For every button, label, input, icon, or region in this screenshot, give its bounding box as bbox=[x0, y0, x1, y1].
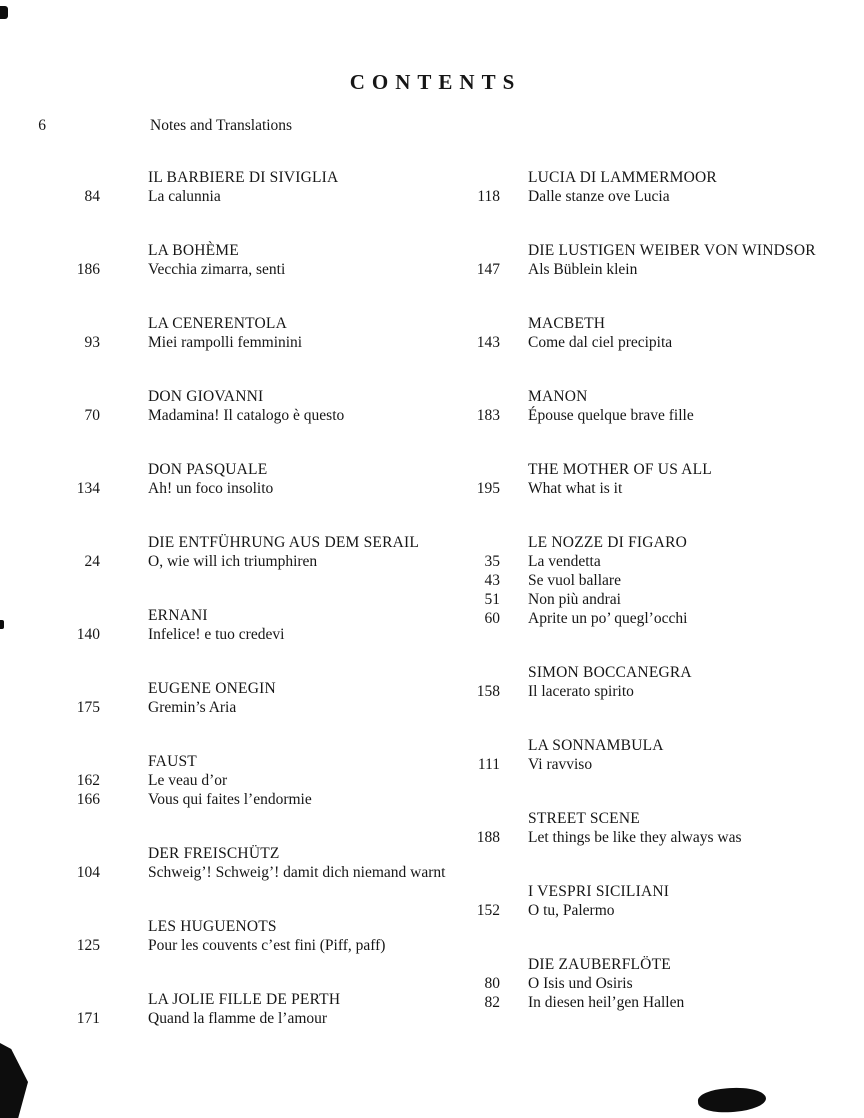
aria-entry bbox=[430, 755, 850, 774]
aria-title: In diesen heil’gen Hallen bbox=[528, 994, 685, 1011]
right-column bbox=[430, 168, 850, 1047]
opera-group bbox=[430, 241, 850, 279]
opera-title: MANON bbox=[528, 388, 588, 405]
opera-title: LA JOLIE FILLE DE PERTH bbox=[148, 991, 341, 1008]
page-number: 111 bbox=[477, 756, 500, 773]
aria-title: Ah! un foco insolito bbox=[148, 480, 274, 497]
page-number: 51 bbox=[484, 591, 500, 608]
aria-title: Quand la flamme de l’amour bbox=[148, 1010, 328, 1027]
page-number: 143 bbox=[476, 334, 500, 351]
page-number: 166 bbox=[76, 791, 100, 808]
aria-title: Il lacerato spirito bbox=[528, 683, 634, 700]
page-number: 104 bbox=[76, 864, 100, 881]
aria-entry bbox=[430, 901, 850, 920]
page-number: 70 bbox=[84, 407, 100, 424]
aria-title: Vi ravviso bbox=[528, 756, 593, 773]
aria-entry bbox=[430, 590, 850, 609]
opera-title: LUCIA DI LAMMERMOOR bbox=[528, 169, 717, 186]
aria-title: La vendetta bbox=[528, 553, 601, 570]
aria-title: La calunnia bbox=[148, 188, 221, 205]
page-number: 186 bbox=[76, 261, 100, 278]
opera-title: LA SONNAMBULA bbox=[528, 737, 664, 754]
aria-entry bbox=[430, 828, 850, 847]
aria-entry bbox=[430, 974, 850, 993]
page-number: 188 bbox=[476, 829, 500, 846]
opera-title: FAUST bbox=[148, 753, 197, 770]
entry-title: Notes and Translations bbox=[150, 117, 293, 134]
opera-title: THE MOTHER OF US ALL bbox=[528, 461, 712, 478]
opera-title: DON PASQUALE bbox=[148, 461, 268, 478]
aria-entry bbox=[430, 552, 850, 571]
opera-title: LES HUGUENOTS bbox=[148, 918, 277, 935]
opera-title: ERNANI bbox=[148, 607, 208, 624]
aria-title: O Isis und Osiris bbox=[528, 975, 633, 992]
aria-title: Épouse quelque brave fille bbox=[528, 407, 694, 424]
page-number: 140 bbox=[76, 626, 100, 643]
aria-entry bbox=[430, 406, 850, 425]
opera-title: I VESPRI SICILIANI bbox=[528, 883, 670, 900]
scan-artifact-left-mid bbox=[0, 620, 4, 629]
aria-title: Schweig’! Schweig’! damit dich niemand warnt bbox=[148, 864, 446, 881]
opera-group bbox=[430, 809, 850, 847]
opera-group bbox=[430, 387, 850, 425]
aria-entry bbox=[430, 682, 850, 701]
scan-artifact-bottom-left bbox=[0, 1043, 28, 1118]
opera-title: DIE ENTFÜHRUNG AUS DEM SERAIL bbox=[148, 534, 420, 551]
opera-title: DIE ZAUBERFLÖTE bbox=[528, 956, 671, 973]
page-number: 93 bbox=[84, 334, 100, 351]
aria-title: Aprite un po’ quegl’occhi bbox=[528, 610, 688, 627]
page-number: 80 bbox=[484, 975, 500, 992]
opera-title: STREET SCENE bbox=[528, 810, 640, 827]
page-number: 125 bbox=[76, 937, 100, 954]
intro-entry bbox=[30, 116, 292, 135]
scan-artifact-top-left bbox=[0, 6, 8, 19]
aria-title: O, wie will ich triumphiren bbox=[148, 553, 318, 570]
opera-title: LE NOZZE DI FIGARO bbox=[528, 534, 688, 551]
page-number: 183 bbox=[476, 407, 500, 424]
page-number: 82 bbox=[484, 994, 500, 1011]
scan-artifact-bottom-right bbox=[697, 1086, 767, 1115]
opera-title: MACBETH bbox=[528, 315, 606, 332]
opera-title: IL BARBIERE DI SIVIGLIA bbox=[148, 169, 339, 186]
aria-title: Dalle stanze ove Lucia bbox=[528, 188, 670, 205]
aria-entry bbox=[430, 333, 850, 352]
aria-entry bbox=[430, 187, 850, 206]
page-number: 24 bbox=[84, 553, 100, 570]
aria-entry bbox=[430, 993, 850, 1012]
aria-title: Gremin’s Aria bbox=[148, 699, 237, 716]
aria-entry bbox=[430, 260, 850, 279]
page-number: 118 bbox=[477, 188, 500, 205]
aria-entry bbox=[430, 571, 850, 590]
opera-group bbox=[430, 882, 850, 920]
aria-title: Als Büblein klein bbox=[528, 261, 638, 278]
page-number: 175 bbox=[76, 699, 100, 716]
opera-group bbox=[430, 663, 850, 701]
opera-title: EUGENE ONEGIN bbox=[148, 680, 276, 697]
opera-group bbox=[430, 955, 850, 1012]
aria-title: Non più andrai bbox=[528, 591, 621, 608]
aria-title: O tu, Palermo bbox=[528, 902, 615, 919]
opera-group bbox=[430, 533, 850, 628]
page-number: 60 bbox=[484, 610, 500, 627]
aria-title: Le veau d’or bbox=[148, 772, 228, 789]
opera-title: DER FREISCHÜTZ bbox=[148, 845, 280, 862]
page-number: 134 bbox=[76, 480, 100, 497]
aria-title: Infelice! e tuo credevi bbox=[148, 626, 285, 643]
aria-title: Vous qui faites l’endormie bbox=[148, 791, 312, 808]
aria-title: Miei rampolli femminini bbox=[148, 334, 303, 351]
opera-group bbox=[430, 460, 850, 498]
page-number: 147 bbox=[476, 261, 500, 278]
aria-title: Let things be like they always was bbox=[528, 829, 742, 846]
aria-title: Vecchia zimarra, senti bbox=[148, 261, 286, 278]
page-number: 195 bbox=[476, 480, 500, 497]
page-number: 152 bbox=[476, 902, 500, 919]
opera-title: DIE LUSTIGEN WEIBER VON WINDSOR bbox=[528, 242, 816, 259]
page-number: 171 bbox=[76, 1010, 100, 1027]
aria-title: Madamina! Il catalogo è questo bbox=[148, 407, 345, 424]
opera-title: DON GIOVANNI bbox=[148, 388, 264, 405]
aria-entry bbox=[430, 479, 850, 498]
page-number: 35 bbox=[484, 553, 500, 570]
page-title: CONTENTS bbox=[349, 70, 522, 94]
aria-entry bbox=[430, 609, 850, 628]
page-number: 158 bbox=[476, 683, 500, 700]
aria-title: Pour les couvents c’est fini (Piff, paff) bbox=[148, 937, 386, 954]
aria-title: Come dal ciel precipita bbox=[528, 334, 673, 351]
aria-title: Se vuol ballare bbox=[528, 572, 621, 589]
opera-title: LA CENERENTOLA bbox=[148, 315, 287, 332]
aria-title: What what is it bbox=[528, 480, 623, 497]
opera-group bbox=[430, 736, 850, 774]
page-number: 162 bbox=[76, 772, 100, 789]
opera-group bbox=[430, 314, 850, 352]
opera-title: SIMON BOCCANEGRA bbox=[528, 664, 692, 681]
opera-title: LA BOHÈME bbox=[148, 242, 239, 259]
opera-group bbox=[430, 168, 850, 206]
page-number: 84 bbox=[84, 188, 100, 205]
page-number: 6 bbox=[38, 117, 46, 134]
page-number: 43 bbox=[484, 572, 500, 589]
